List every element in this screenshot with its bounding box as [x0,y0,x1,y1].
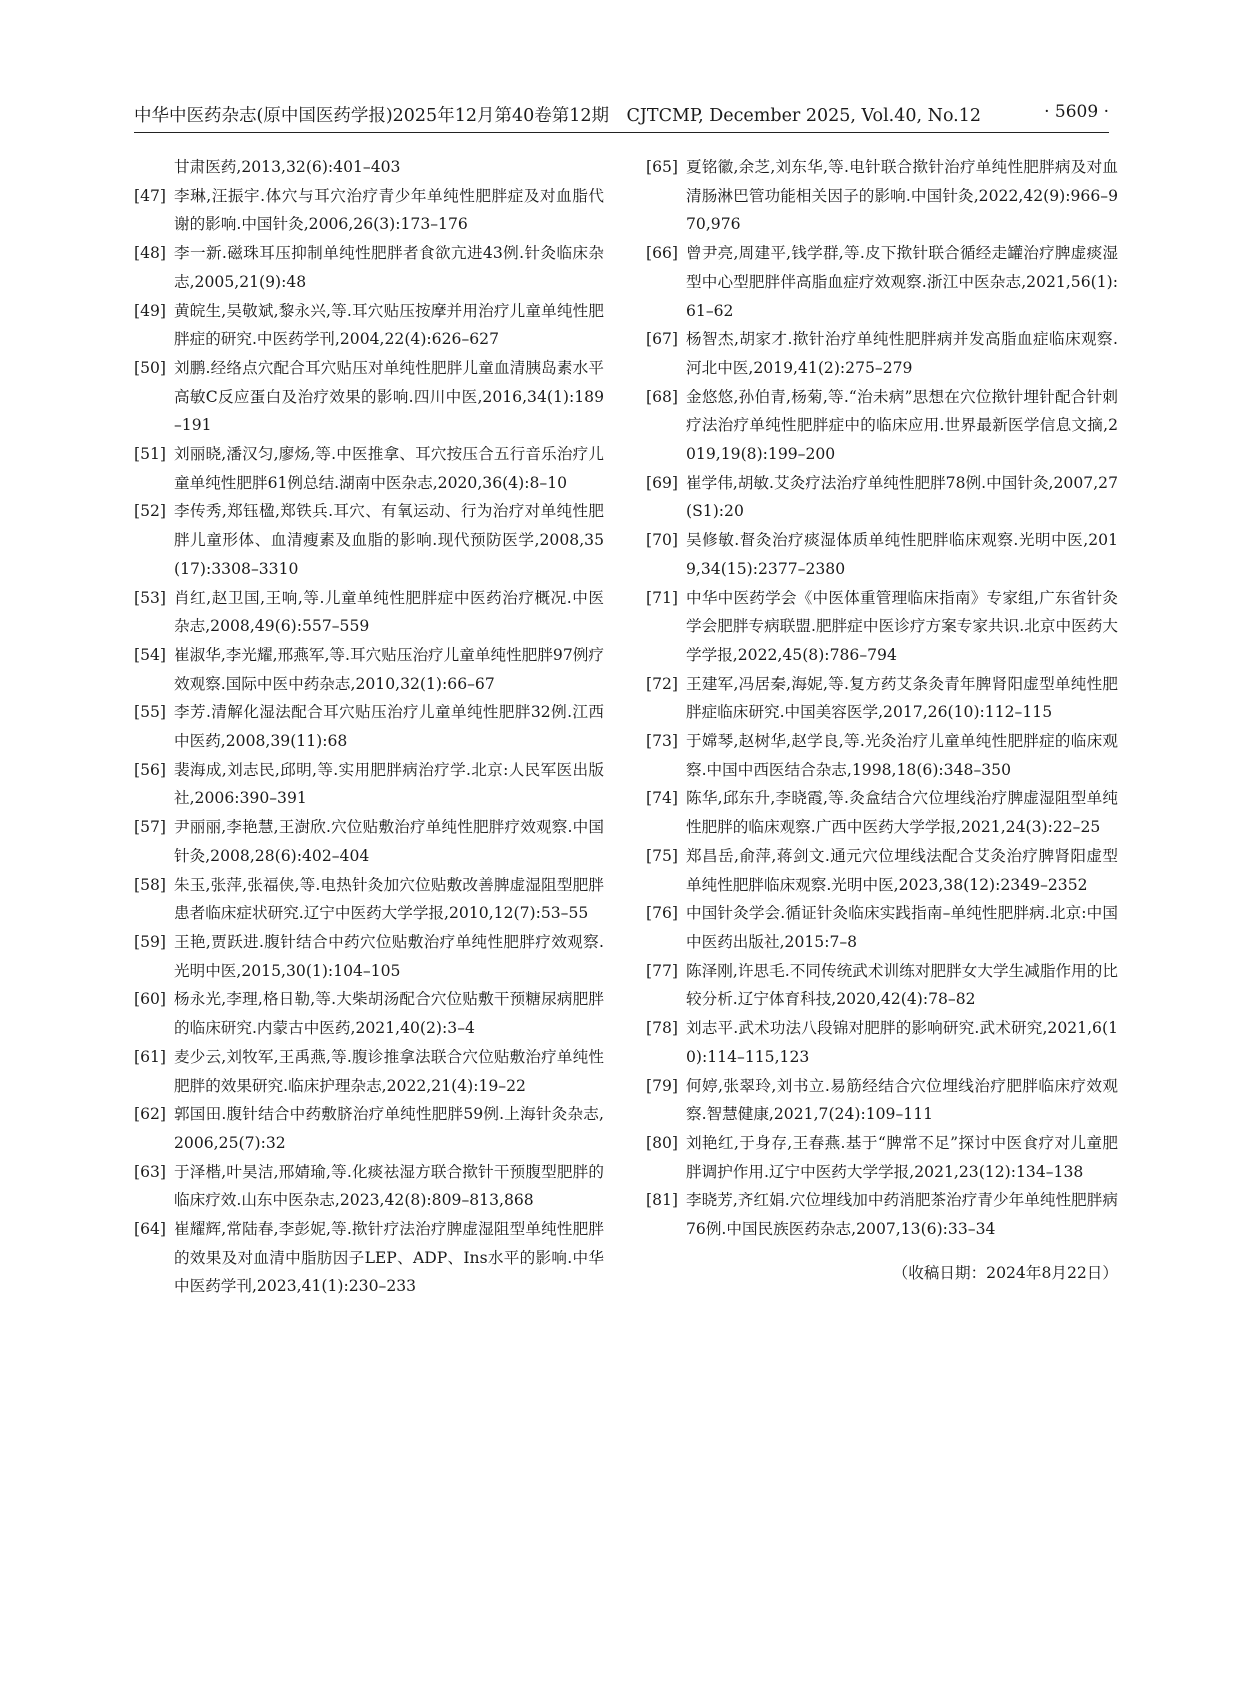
reference-number: [73] [646,732,679,751]
reference-number: [69] [646,473,679,492]
reference-item [134,871,604,928]
reference-text: 于嫦琴,赵树华,赵学良,等.光灸治疗儿童单纯性肥胖症的临床观察.中国中西医结合杂志,1998,18(6):348–350 [686,732,1118,779]
reference-number: [62] [134,1105,167,1124]
reference-item [646,1014,1118,1071]
reference-number: [53] [134,588,167,607]
reference-number: [56] [134,760,167,779]
reference-number: [79] [646,1076,679,1095]
reference-number: [78] [646,1019,679,1038]
reference-item [646,239,1118,325]
reference-number: [70] [646,531,679,550]
reference-number: [67] [646,330,679,349]
reference-item [646,153,1118,239]
reference-item [646,784,1118,841]
reference-item [134,813,604,870]
reference-text: 李传秀,郑钰楹,郑铁兵.耳穴、有氧运动、行为治疗对单纯性肥胖儿童形体、血清瘦素及血脂的影响.现代预防医学,2008,35(17):3308–3310 [174,502,604,578]
reference-item [646,1129,1118,1186]
reference-number: [72] [646,674,679,693]
reference-item [134,1215,604,1301]
reference-item [134,182,604,239]
reference-text: 刘艳红,于身存,王春燕.基于“脾常不足”探讨中医食疗对儿童肥胖调护作用.辽宁中医药大学学报,2021,23(12):134–138 [686,1133,1118,1181]
reference-item [134,584,604,641]
reference-number: [59] [134,932,167,951]
reference-text: 麦少云,刘牧军,王禹燕,等.腹诊推拿法联合穴位贴敷治疗单纯性肥胖的效果研究.临床护理杂志,2022,21(4):19–22 [174,1047,604,1095]
reference-text: 刘鹏.经络点穴配合耳穴贴压对单纯性肥胖儿童血清胰岛素水平高敏C反应蛋白及治疗效果的影响.四川中医,2016,34(1):189–191 [174,358,604,435]
reference-item [134,928,604,985]
reference-item [134,239,604,296]
reference-text: 于泽楷,叶昊洁,邢婧瑜,等.化痰祛湿方联合揿针干预腹型肥胖的临床疗效.山东中医杂志,2023,42(8):809–813,868 [174,1162,604,1210]
reference-text: 李一新.磁珠耳压抑制单纯性肥胖者食欲亢进43例.针灸临床杂志,2005,21(9):48 [174,244,604,291]
reference-text: 吴修敏.督灸治疗痰湿体质单纯性肥胖临床观察.光明中医,2019,34(15):2377–2380 [686,531,1118,578]
reference-number: [76] [646,904,679,923]
reference-number: [48] [134,244,167,263]
reference-item [134,985,604,1042]
reference-text: 何婷,张翠玲,刘书立.易筋经结合穴位埋线治疗肥胖临床疗效观察.智慧健康,2021,7(24):109–111 [686,1076,1118,1124]
reference-number: [65] [646,158,679,176]
reference-number: [57] [134,818,167,837]
reference-item [134,297,604,354]
received-date: （收稿日期：2024年8月22日） [892,1264,1118,1283]
reference-text: 中国针灸学会.循证针灸临床实践指南–单纯性肥胖病.北京:中国中医药出版社,2015:7–8 [686,904,1118,951]
reference-text: 金悠悠,孙伯青,杨菊,等.“治未病”思想在穴位揿针埋针配合针刺疗法治疗单纯性肥胖症中的临床应用.世界最新医学信息文摘,2019,19(8):199–200 [686,387,1118,464]
reference-item [646,383,1118,469]
reference-item [134,1043,604,1100]
reference-text: 李晓芳,齐红娟.穴位埋线加中药消肥茶治疗青少年单纯性肥胖病76例.中国民族医药杂志,2007,13(6):33–34 [686,1191,1118,1239]
reference-number: [61] [134,1047,167,1066]
reference-item [646,1186,1118,1243]
reference-number: [77] [646,961,679,980]
reference-column-right [646,153,1118,1304]
reference-text: 陈华,邱东升,李晓霞,等.灸盒结合穴位埋线治疗脾虚湿阻型单纯性肥胖的临床观察.广西中医药大学学报,2021,24(3):22–25 [686,789,1118,837]
reference-item [646,469,1118,526]
reference-text: 李芳.清解化湿法配合耳穴贴压治疗儿童单纯性肥胖32例.江西中医药,2008,39(11):68 [174,703,604,751]
reference-text: 李琳,汪振宇.体穴与耳穴治疗青少年单纯性肥胖症及对血脂代谢的影响.中国针灸,2006,26(3):173–176 [174,186,604,234]
reference-number: [71] [646,588,679,607]
reference-item [646,1072,1118,1129]
reference-text: 刘志平.武术功法八段锦对肥胖的影响研究.武术研究,2021,6(10):114–115,123 [686,1019,1118,1066]
reference-item [646,670,1118,727]
reference-item [134,756,604,813]
reference-item [646,584,1118,670]
reference-number: [81] [646,1191,679,1210]
reference-number: [55] [134,703,167,722]
reference-continuation: 甘肃医药,2013,32(6):401–403 [174,158,401,176]
reference-number: [58] [134,875,167,894]
reference-text: 中华中医药学会《中医体重管理临床指南》专家组,广东省针灸学会肥胖专病联盟.肥胖症中医诊疗方案专家共识.北京中医药大学学报,2022,45(8):786–794 [686,588,1118,664]
reference-item [646,842,1118,899]
reference-text: 郭国田.腹针结合中药敷脐治疗单纯性肥胖59例.上海针灸杂志,2006,25(7):32 [174,1105,604,1152]
reference-text: 夏铭徽,余芝,刘东华,等.电针联合揿针治疗单纯性肥胖病及对血清肠淋巴管功能相关因子的影响.中国针灸,2022,42(9):966–970,976 [686,158,1118,234]
reference-number: [80] [646,1133,679,1152]
reference-text: 王建军,冯居秦,海妮,等.复方药艾条灸青年脾肾阳虚型单纯性肥胖症临床研究.中国美容医学,2017,26(10):112–115 [686,674,1118,722]
reference-text: 王艳,贾跃进.腹针结合中药穴位贴敷治疗单纯性肥胖疗效观察.光明中医,2015,30(1):104–105 [174,932,604,980]
reference-text: 郑昌岳,俞萍,蒋剑文.通元穴位埋线法配合艾灸治疗脾肾阳虚型单纯性肥胖临床观察.光明中医,2023,38(12):2349–2352 [686,846,1118,894]
page-number: · 5609 · [1044,102,1109,122]
running-header [134,100,1109,133]
reference-number: [64] [134,1220,167,1239]
reference-text: 陈泽刚,许思毛.不同传统武术训练对肥胖女大学生减脂作用的比较分析.辽宁体育科技,2020,42(4):78–82 [686,961,1118,1009]
reference-text: 崔耀辉,常陆春,李彭妮,等.揿针疗法治疗脾虚湿阻型单纯性肥胖的效果及对血清中脂肪因子LEP、ADP、Ins水平的影响.中华中医药学刊,2023,41(1):230–233 [174,1220,604,1296]
reference-number: [52] [134,502,167,521]
reference-item [134,497,604,583]
reference-number: [68] [646,387,679,406]
reference-text: 崔淑华,李光耀,邢燕军,等.耳穴贴压治疗儿童单纯性肥胖97例疗效观察.国际中医中药杂志,2010,32(1):66–67 [174,645,604,693]
reference-number: [66] [646,244,679,263]
reference-number: [63] [134,1162,167,1181]
reference-item [134,440,604,497]
reference-text: 肖红,赵卫国,王响,等.儿童单纯性肥胖症中医药治疗概况.中医杂志,2008,49(6):557–559 [174,588,604,636]
reference-text: 刘丽晓,潘汉匀,廖炀,等.中医推拿、耳穴按压合五行音乐治疗儿童单纯性肥胖61例总结.湖南中医杂志,2020,36(4):8–10 [174,445,604,492]
reference-number: [60] [134,990,167,1009]
reference-text: 杨智杰,胡家才.揿针治疗单纯性肥胖病并发高脂血症临床观察.河北中医,2019,41(2):275–279 [686,330,1118,377]
reference-number: [74] [646,789,679,808]
reference-text: 杨永光,李理,格日勒,等.大柴胡汤配合穴位贴敷干预糖尿病肥胖的临床研究.内蒙古中医药,2021,40(2):3–4 [174,990,604,1038]
reference-number: [49] [134,301,167,320]
reference-text: 尹丽丽,李艳慧,王澍欣.穴位贴敷治疗单纯性肥胖疗效观察.中国针灸,2008,28(6):402–404 [174,818,604,865]
reference-item [646,727,1118,784]
journal-title: 中华中医药杂志(原中国医药学报)2025年12月第40卷第12期 CJTCMP, December 2025, Vol.40, No.12 [134,106,982,126]
reference-text: 裴海成,刘志民,邱明,等.实用肥胖病治疗学.北京:人民军医出版社,2006:390–391 [174,760,604,808]
reference-item [646,526,1118,583]
reference-text: 朱玉,张萍,张福侠,等.电热针灸加穴位贴敷改善脾虚湿阻型肥胖患者临床症状研究.辽宁中医药大学学报,2010,12(7):53–55 [174,875,604,923]
reference-text: 曾尹亮,周建平,钱学群,等.皮下揿针联合循经走罐治疗脾虚痰湿型中心型肥胖伴高脂血症疗效观察.浙江中医杂志,2021,56(1):61–62 [686,244,1118,320]
reference-item [646,899,1118,956]
reference-item [646,325,1118,382]
reference-number: [51] [134,445,167,464]
reference-number: [75] [646,846,679,865]
reference-item [134,698,604,755]
reference-text: 崔学伟,胡敏.艾灸疗法治疗单纯性肥胖78例.中国针灸,2007,27(S1):20 [686,473,1118,521]
reference-number: [47] [134,186,167,205]
reference-item [646,957,1118,1014]
reference-item [134,1158,604,1215]
reference-column-left [134,153,604,1301]
reference-number: [50] [134,358,167,377]
reference-text: 黄皖生,吴敬斌,黎永兴,等.耳穴贴压按摩并用治疗儿童单纯性肥胖症的研究.中医药学刊,2004,22(4):626–627 [174,301,604,349]
reference-item [134,1100,604,1157]
reference-item [134,354,604,440]
reference-number: [54] [134,645,167,664]
reference-item [134,641,604,698]
